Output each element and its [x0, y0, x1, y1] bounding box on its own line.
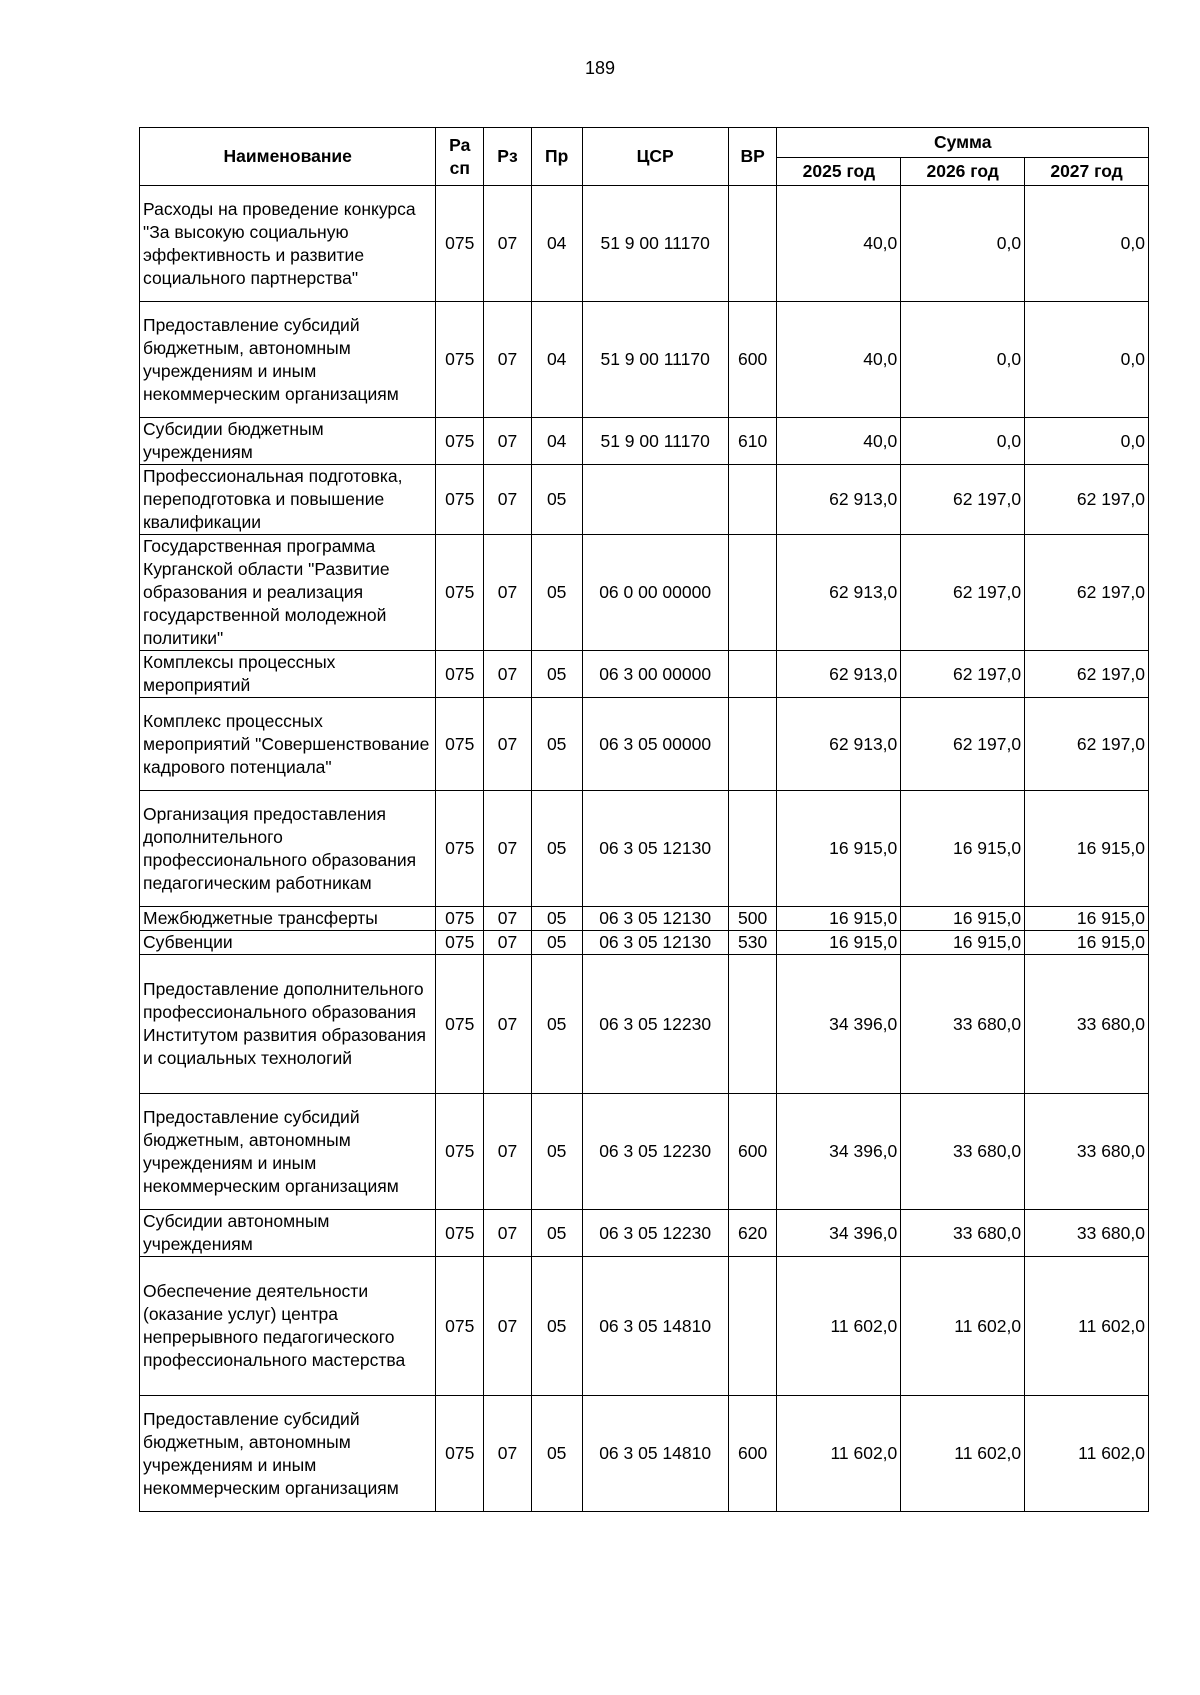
- cell-name: Расходы на проведение конкурса "За высокую социальную эффективность и развитие социального партнерства": [140, 186, 436, 302]
- cell-csr: 51 9 00 11170: [582, 302, 728, 418]
- cell-sum-2025: 16 915,0: [777, 791, 901, 907]
- cell-rasp: 075: [436, 465, 484, 535]
- cell-csr: 06 0 00 00000: [582, 535, 728, 651]
- cell-rz: 07: [484, 931, 532, 955]
- cell-rz: 07: [484, 465, 532, 535]
- table-row: [140, 1257, 1149, 1396]
- cell-sum-2027: 62 197,0: [1025, 535, 1149, 651]
- cell-pr: 05: [531, 791, 582, 907]
- cell-vr: 600: [728, 1094, 777, 1210]
- cell-sum-2027: 16 915,0: [1025, 791, 1149, 907]
- header-year-2026: 2026 год: [901, 158, 1025, 186]
- cell-sum-2025: 40,0: [777, 418, 901, 465]
- cell-pr: 05: [531, 465, 582, 535]
- cell-rasp: 075: [436, 186, 484, 302]
- cell-name: Предоставление субсидий бюджетным, автономным учреждениям и иным некоммерческим организациям: [140, 1094, 436, 1210]
- header-year-2025: 2025 год: [777, 158, 901, 186]
- cell-vr: [728, 535, 777, 651]
- cell-vr: [728, 186, 777, 302]
- header-pr: Пр: [531, 128, 582, 186]
- cell-csr: 06 3 05 12230: [582, 1210, 728, 1257]
- cell-sum-2025: 16 915,0: [777, 907, 901, 931]
- cell-rasp: 075: [436, 302, 484, 418]
- cell-pr: 05: [531, 1257, 582, 1396]
- cell-sum-2026: 62 197,0: [901, 651, 1025, 698]
- cell-pr: 04: [531, 418, 582, 465]
- cell-rz: 07: [484, 698, 532, 791]
- cell-vr: [728, 465, 777, 535]
- cell-rasp: 075: [436, 791, 484, 907]
- cell-vr: 500: [728, 907, 777, 931]
- cell-sum-2027: 62 197,0: [1025, 698, 1149, 791]
- table-row: [140, 907, 1149, 931]
- table-row: [140, 418, 1149, 465]
- cell-csr: 51 9 00 11170: [582, 418, 728, 465]
- cell-rz: 07: [484, 302, 532, 418]
- cell-pr: 04: [531, 186, 582, 302]
- cell-sum-2025: 62 913,0: [777, 535, 901, 651]
- cell-sum-2025: 34 396,0: [777, 955, 901, 1094]
- cell-sum-2025: 34 396,0: [777, 1210, 901, 1257]
- cell-sum-2025: 11 602,0: [777, 1396, 901, 1512]
- table-row: [140, 465, 1149, 535]
- cell-csr: 06 3 05 14810: [582, 1396, 728, 1512]
- cell-csr: 06 3 05 14810: [582, 1257, 728, 1396]
- cell-sum-2026: 16 915,0: [901, 931, 1025, 955]
- cell-sum-2027: 33 680,0: [1025, 955, 1149, 1094]
- cell-rasp: 075: [436, 1094, 484, 1210]
- cell-rz: 07: [484, 907, 532, 931]
- cell-name: Предоставление дополнительного профессионального образования Институтом развития образования и социальных технологий: [140, 955, 436, 1094]
- table-row: [140, 1396, 1149, 1512]
- cell-sum-2027: 16 915,0: [1025, 931, 1149, 955]
- budget-table: [139, 127, 1149, 1512]
- cell-sum-2025: 40,0: [777, 302, 901, 418]
- cell-vr: 530: [728, 931, 777, 955]
- cell-pr: 05: [531, 931, 582, 955]
- cell-sum-2027: 0,0: [1025, 302, 1149, 418]
- cell-rasp: 075: [436, 907, 484, 931]
- cell-name: Предоставление субсидий бюджетным, автономным учреждениям и иным некоммерческим организациям: [140, 1396, 436, 1512]
- cell-rasp: 075: [436, 698, 484, 791]
- cell-rasp: 075: [436, 1210, 484, 1257]
- cell-name: Комплексы процессных мероприятий: [140, 651, 436, 698]
- cell-vr: [728, 955, 777, 1094]
- cell-rz: 07: [484, 1094, 532, 1210]
- cell-pr: 05: [531, 955, 582, 1094]
- table-row: [140, 698, 1149, 791]
- header-rasp: Ра сп: [436, 128, 484, 186]
- cell-pr: 05: [531, 907, 582, 931]
- header-rz: Рз: [484, 128, 532, 186]
- cell-name: Профессиональная подготовка, переподготовка и повышение квалификации: [140, 465, 436, 535]
- table-row: [140, 651, 1149, 698]
- cell-vr: [728, 651, 777, 698]
- cell-sum-2027: 11 602,0: [1025, 1257, 1149, 1396]
- table-body: [140, 186, 1149, 1512]
- cell-pr: 04: [531, 302, 582, 418]
- cell-sum-2026: 16 915,0: [901, 907, 1025, 931]
- cell-rz: 07: [484, 1210, 532, 1257]
- cell-pr: 05: [531, 651, 582, 698]
- cell-rz: 07: [484, 186, 532, 302]
- cell-csr: 06 3 05 12230: [582, 955, 728, 1094]
- cell-rz: 07: [484, 955, 532, 1094]
- page-number: 189: [584, 58, 616, 78]
- cell-pr: 05: [531, 1396, 582, 1512]
- cell-csr: 06 3 05 12130: [582, 791, 728, 907]
- cell-rasp: 075: [436, 955, 484, 1094]
- cell-name: Организация предоставления дополнительного профессионального образования педагогическим работникам: [140, 791, 436, 907]
- cell-sum-2027: 33 680,0: [1025, 1094, 1149, 1210]
- cell-csr: 06 3 00 00000: [582, 651, 728, 698]
- cell-sum-2027: 11 602,0: [1025, 1396, 1149, 1512]
- cell-name: Комплекс процессных мероприятий "Совершенствование кадрового потенциала": [140, 698, 436, 791]
- cell-rz: 07: [484, 651, 532, 698]
- cell-pr: 05: [531, 1210, 582, 1257]
- cell-name: Межбюджетные трансферты: [140, 907, 436, 931]
- cell-vr: [728, 791, 777, 907]
- cell-name: Субвенции: [140, 931, 436, 955]
- cell-sum-2027: 0,0: [1025, 186, 1149, 302]
- cell-csr: 06 3 05 12130: [582, 907, 728, 931]
- cell-sum-2025: 62 913,0: [777, 465, 901, 535]
- cell-sum-2026: 33 680,0: [901, 955, 1025, 1094]
- cell-pr: 05: [531, 698, 582, 791]
- cell-rasp: 075: [436, 1257, 484, 1396]
- cell-sum-2025: 40,0: [777, 186, 901, 302]
- header-year-2027: 2027 год: [1025, 158, 1149, 186]
- cell-sum-2026: 0,0: [901, 302, 1025, 418]
- header-name: Наименование: [140, 128, 436, 186]
- cell-name: Предоставление субсидий бюджетным, автономным учреждениям и иным некоммерческим организациям: [140, 302, 436, 418]
- cell-sum-2026: 16 915,0: [901, 791, 1025, 907]
- cell-vr: 600: [728, 1396, 777, 1512]
- cell-name: Обеспечение деятельности (оказание услуг) центра непрерывного педагогического профессионального мастерства: [140, 1257, 436, 1396]
- cell-name: Субсидии автономным учреждениям: [140, 1210, 436, 1257]
- cell-sum-2026: 62 197,0: [901, 698, 1025, 791]
- table-row: [140, 955, 1149, 1094]
- table-row: [140, 1210, 1149, 1257]
- cell-sum-2026: 0,0: [901, 186, 1025, 302]
- cell-vr: [728, 1257, 777, 1396]
- cell-sum-2025: 34 396,0: [777, 1094, 901, 1210]
- cell-vr: 610: [728, 418, 777, 465]
- table-row: [140, 1094, 1149, 1210]
- cell-rz: 07: [484, 418, 532, 465]
- cell-rasp: 075: [436, 1396, 484, 1512]
- cell-pr: 05: [531, 1094, 582, 1210]
- cell-sum-2026: 62 197,0: [901, 535, 1025, 651]
- cell-sum-2026: 0,0: [901, 418, 1025, 465]
- table-row: [140, 302, 1149, 418]
- cell-rasp: 075: [436, 651, 484, 698]
- cell-pr: 05: [531, 535, 582, 651]
- cell-csr: [582, 465, 728, 535]
- cell-rasp: 075: [436, 535, 484, 651]
- cell-csr: 51 9 00 11170: [582, 186, 728, 302]
- cell-sum-2026: 33 680,0: [901, 1094, 1025, 1210]
- cell-rz: 07: [484, 535, 532, 651]
- cell-csr: 06 3 05 12230: [582, 1094, 728, 1210]
- cell-sum-2026: 62 197,0: [901, 465, 1025, 535]
- header-csr: ЦСР: [582, 128, 728, 186]
- table-row: [140, 535, 1149, 651]
- cell-sum-2025: 11 602,0: [777, 1257, 901, 1396]
- cell-rz: 07: [484, 1396, 532, 1512]
- cell-sum-2025: 62 913,0: [777, 698, 901, 791]
- cell-sum-2027: 62 197,0: [1025, 651, 1149, 698]
- cell-sum-2027: 62 197,0: [1025, 465, 1149, 535]
- cell-sum-2026: 11 602,0: [901, 1396, 1025, 1512]
- cell-csr: 06 3 05 12130: [582, 931, 728, 955]
- cell-vr: 620: [728, 1210, 777, 1257]
- cell-rasp: 075: [436, 931, 484, 955]
- cell-rasp: 075: [436, 418, 484, 465]
- table-row: [140, 791, 1149, 907]
- cell-sum-2027: 33 680,0: [1025, 1210, 1149, 1257]
- header-vr: ВР: [728, 128, 777, 186]
- cell-vr: [728, 698, 777, 791]
- cell-sum-2025: 62 913,0: [777, 651, 901, 698]
- cell-vr: 600: [728, 302, 777, 418]
- cell-sum-2027: 0,0: [1025, 418, 1149, 465]
- cell-sum-2026: 33 680,0: [901, 1210, 1025, 1257]
- cell-name: Государственная программа Курганской области "Развитие образования и реализация государственной молодежной политики": [140, 535, 436, 651]
- header-sum: Сумма: [777, 128, 1149, 158]
- cell-rz: 07: [484, 791, 532, 907]
- cell-name: Субсидии бюджетным учреждениям: [140, 418, 436, 465]
- cell-sum-2027: 16 915,0: [1025, 907, 1149, 931]
- cell-sum-2026: 11 602,0: [901, 1257, 1025, 1396]
- cell-sum-2025: 16 915,0: [777, 931, 901, 955]
- cell-rz: 07: [484, 1257, 532, 1396]
- table-row: [140, 186, 1149, 302]
- table-row: [140, 931, 1149, 955]
- cell-csr: 06 3 05 00000: [582, 698, 728, 791]
